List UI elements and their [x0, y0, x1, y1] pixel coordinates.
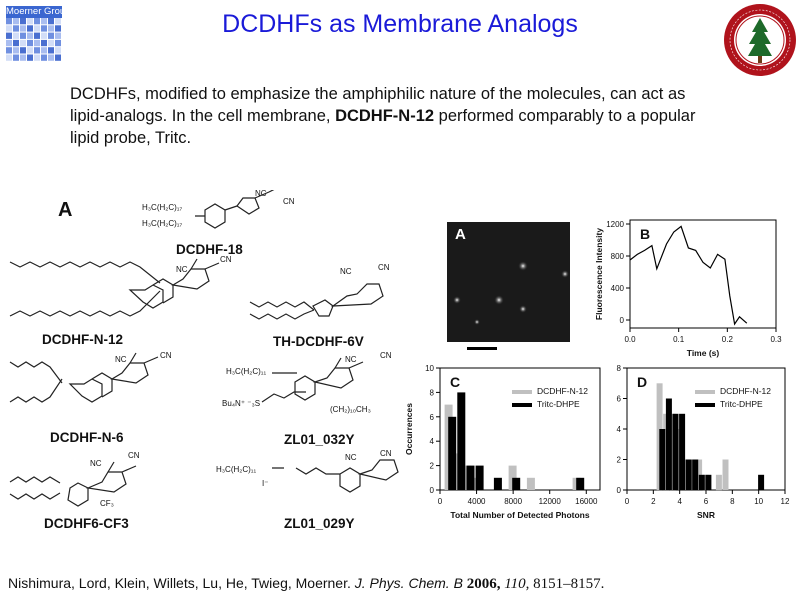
x-tick-label: 4 — [677, 497, 682, 506]
stanford-seal-logo — [722, 2, 798, 78]
logo-cell — [27, 47, 33, 53]
logo-cell — [34, 55, 40, 61]
legend-label: DCDHF-N-12 — [720, 386, 771, 396]
y-tick-label: 10 — [425, 364, 434, 373]
x-tick-label: 0.1 — [673, 335, 685, 344]
fragment-nc-029: NC — [345, 453, 357, 462]
legend-swatch — [512, 390, 532, 394]
logo-cell — [6, 55, 12, 61]
histogram-bar — [699, 475, 705, 490]
histogram-bar — [659, 429, 665, 490]
histogram-bar — [758, 475, 764, 490]
structure-name-dcdhf-n-12: DCDHF-N-12 — [42, 332, 123, 347]
x-tick-label: 0 — [624, 497, 630, 506]
structure-name-zl01-032y: ZL01_032Y — [284, 432, 355, 447]
fragment-zl029-chain: H₃C(H₂C)₁₁ — [216, 465, 257, 474]
legend-label: Tritc-DHPE — [720, 399, 763, 409]
fragment-zl029-iodide: I⁻ — [262, 479, 269, 488]
logo-cell — [6, 40, 12, 46]
x-tick-label: 0.2 — [721, 335, 733, 344]
legend-label: DCDHF-N-12 — [537, 386, 588, 396]
histogram-bar — [527, 478, 535, 490]
histogram-bar — [673, 414, 679, 490]
structure-name-dcdhf-n-6: DCDHF-N-6 — [50, 430, 124, 445]
y-tick-label: 8 — [429, 388, 434, 398]
logo-cell — [41, 47, 47, 53]
y-tick-label: 4 — [429, 437, 434, 447]
logo-cell — [34, 40, 40, 46]
logo-cell — [13, 47, 19, 53]
logo-cell — [55, 40, 61, 46]
fragment-cn-cf3: CN — [128, 451, 140, 460]
fragment-nc-6v: NC — [340, 267, 352, 276]
y-tick-label: 6 — [429, 412, 434, 422]
fragment-cn-1: NC — [255, 190, 267, 198]
histogram-bar — [692, 460, 698, 491]
y-tick-label: 400 — [610, 284, 624, 293]
y-tick-label: 800 — [610, 252, 624, 261]
histogram-bar — [705, 475, 711, 490]
chart-panel-letter: D — [637, 374, 648, 390]
logo-cell — [27, 55, 33, 61]
intro-bold-dcdhf-n-12: DCDHF-N-12 — [335, 107, 435, 125]
fragment-zl032-chain: H₃C(H₂C)₁₁ — [226, 367, 267, 376]
logo-cell — [27, 40, 33, 46]
fragment-cf3: CF₃ — [100, 499, 114, 508]
structure-name-zl01-029y: ZL01_029Y — [284, 516, 355, 531]
legend-swatch — [695, 403, 715, 407]
fragment-cn-032: CN — [380, 351, 392, 360]
x-tick-label: 6 — [703, 497, 709, 506]
intro-text-2: performed comparably to a popular lipid probe, Tritc. — [70, 107, 696, 147]
structure-name-dcdhf-18: DCDHF-18 — [176, 242, 243, 257]
logo-cell — [48, 40, 54, 46]
chart-b-intensity-trace — [580, 212, 795, 362]
x-axis-label: Time (s) — [686, 348, 720, 358]
histogram-bar — [723, 460, 729, 491]
histogram-bar — [457, 392, 465, 490]
logo-cell — [55, 55, 61, 61]
fragment-zl032-tail: (CH₂)₁₀CH₃ — [330, 405, 371, 414]
y-tick-label: 2 — [429, 461, 434, 471]
x-tick-label: 12 — [780, 497, 790, 506]
logo-cell — [13, 55, 19, 61]
citation-year: 2006, — [462, 576, 505, 592]
histogram-bar — [576, 478, 584, 490]
histogram-bar — [467, 466, 475, 490]
x-tick-label: 4000 — [467, 497, 486, 506]
y-axis-label: Occurrences — [404, 403, 414, 455]
x-tick-label: 16000 — [575, 497, 598, 506]
x-tick-label: 2 — [651, 497, 656, 506]
citation-journal: J. Phys. Chem. B — [354, 575, 463, 591]
fragment-zl032-anion: Bu₄N⁺ ⁻₃S — [222, 399, 261, 408]
fragment-nc-032: NC — [345, 355, 357, 364]
chemical-structures-figure — [0, 190, 410, 535]
y-tick-label: 0 — [619, 316, 624, 325]
fragment-cn-2: CN — [283, 197, 295, 206]
citation-pages: , 8151–8157. — [525, 576, 605, 592]
structure-name-dcdhf6-cf3: DCDHF6-CF3 — [44, 516, 129, 531]
x-tick-label: 0 — [437, 497, 443, 506]
x-axis-label: SNR — [697, 510, 715, 520]
histogram-bar — [716, 475, 722, 490]
y-axis-label: Fluorescence Intensity — [594, 227, 604, 321]
logo-cell — [48, 47, 54, 53]
histogram-bar — [679, 414, 685, 490]
fragment-dcdhf18-chain1: H₃C(H₂C)₁₇ — [142, 203, 183, 212]
citation-volume: 110 — [504, 576, 526, 592]
x-axis-label: Total Number of Detected Photons — [450, 510, 590, 520]
fragment-dcdhf18-chain2: H₃C(H₂C)₁₇ — [142, 219, 183, 228]
legend-swatch — [695, 390, 715, 394]
logo-label: Moerner Group — [6, 6, 71, 17]
legend-label: Tritc-DHPE — [537, 399, 580, 409]
x-tick-label: 0.3 — [770, 335, 782, 344]
logo-cell — [6, 47, 12, 53]
logo-cell — [20, 47, 26, 53]
x-tick-label: 10 — [754, 497, 764, 506]
citation — [8, 575, 604, 593]
logo-cell — [34, 47, 40, 53]
logo-cell — [41, 55, 47, 61]
intro-paragraph — [70, 83, 710, 149]
scale-bar — [467, 347, 497, 350]
logo-cell — [20, 55, 26, 61]
fluorescence-image — [447, 222, 570, 342]
y-tick-label: 0 — [616, 486, 621, 495]
logo-cell — [48, 55, 54, 61]
plot-frame — [630, 220, 776, 328]
structures-panel-letter: A — [58, 199, 73, 221]
histogram-bar — [666, 399, 672, 491]
fragment-nc-cf3: NC — [90, 459, 102, 468]
y-tick-label: 0 — [429, 486, 434, 495]
y-tick-label: 2 — [616, 455, 621, 465]
image-panel-letter: A — [455, 226, 466, 243]
page-title: DCDHFs as Membrane Analogs — [222, 10, 578, 38]
fragment-cn-n12: CN — [220, 255, 232, 264]
fragment-cn-029: CN — [380, 449, 392, 458]
fragment-cn-n6: CN — [160, 351, 172, 360]
chart-d-snr-histogram — [605, 360, 795, 530]
logo-cell — [41, 40, 47, 46]
histogram-bar — [476, 466, 484, 490]
histogram-bar — [512, 478, 520, 490]
chart-panel-letter: B — [640, 226, 651, 242]
y-tick-label: 1200 — [606, 220, 624, 229]
logo-cell — [13, 40, 19, 46]
citation-authors: Nishimura, Lord, Klein, Willets, Lu, He, Twieg, Moerner. — [8, 575, 355, 591]
logo-cell — [55, 47, 61, 53]
histogram-bar — [494, 478, 502, 490]
y-tick-label: 6 — [616, 394, 621, 404]
fragment-cn-6v: CN — [378, 263, 390, 272]
x-tick-label: 0.0 — [624, 335, 636, 344]
y-tick-label: 4 — [616, 425, 621, 434]
logo-cell — [20, 40, 26, 46]
x-tick-label: 8000 — [504, 497, 523, 506]
x-tick-label: 12000 — [538, 497, 561, 506]
chart-c-photon-histogram — [400, 360, 605, 530]
fragment-nc-n12: NC — [176, 265, 188, 274]
histogram-bar — [686, 460, 692, 491]
intro-text-1: DCDHFs, modified to emphasize the amphiphilic nature of the molecules, can act as lipid-analogs. In the cell membrane, — [70, 85, 686, 125]
legend-swatch — [512, 403, 532, 407]
structure-name-th-dcdhf-6v: TH-DCDHF-6V — [273, 334, 364, 349]
histogram-bar — [448, 417, 456, 490]
chart-panel-letter: C — [450, 374, 461, 390]
y-tick-label: 8 — [616, 364, 621, 373]
x-tick-label: 8 — [730, 497, 735, 506]
fragment-nc-n6: NC — [115, 355, 127, 364]
